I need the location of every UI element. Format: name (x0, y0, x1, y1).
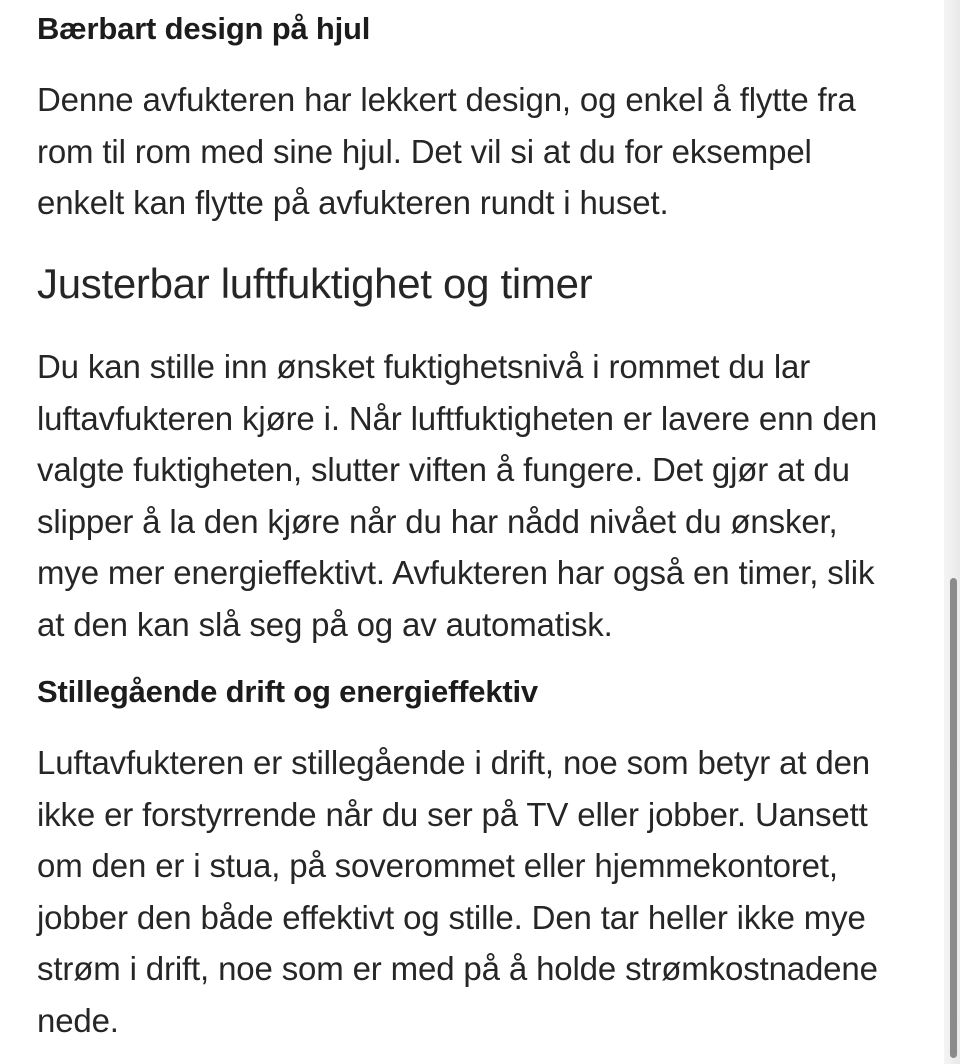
paragraph-line: Denne avfukteren har lekkert design, og enkel å flytte fra (37, 81, 856, 118)
paragraph-line: strøm i drift, noe som er med på å holde strømkostnadene (37, 950, 878, 987)
section-heading-quiet-operation: Stillegående drift og energieffektiv (37, 674, 538, 709)
paragraph-line: enkelt kan flytte på avfukteren rundt i huset. (37, 184, 669, 221)
scrollbar-thumb[interactable] (950, 578, 957, 1058)
paragraph-line: rom til rom med sine hjul. Det vil si at du for eksempel (37, 132, 812, 170)
paragraph-line: Du kan stille inn ønsket fuktighetsnivå i rommet du lar (37, 348, 811, 385)
section-paragraph-portable-design (37, 74, 856, 229)
paragraph-line: mye mer energieffektivt. Avfukteren har også en timer, slik (37, 554, 875, 591)
scrollbar-track[interactable] (944, 0, 960, 1064)
paragraph-line: valgte fuktigheten, slutter viften å fungere. Det gjør at du (37, 451, 850, 488)
paragraph-line: om den er i stua, på soverommet eller hjemmekontoret, (37, 847, 838, 884)
paragraph-line: luftavfukteren kjøre i. Når luftfuktigheten er lavere enn den (37, 399, 878, 437)
paragraph-line: at den kan slå seg på og av automatisk. (37, 605, 613, 643)
section-paragraph-quiet-operation (37, 737, 878, 1046)
paragraph-line: ikke er forstyrrende når du ser på TV eller jobber. Uansett (37, 795, 868, 833)
section-heading-portable-design: Bærbart design på hjul (37, 11, 371, 46)
paragraph-line: slipper å la den kjøre når du har nådd nivået du ønsker, (37, 502, 838, 540)
section-heading-humidity-timer: Justerbar luftfuktighet og timer (37, 260, 593, 307)
paragraph-line: Luftavfukteren er stillegående i drift, noe som betyr at den (37, 744, 870, 781)
paragraph-line: nede. (37, 1001, 119, 1039)
paragraph-line: jobber den både effektivt og stille. Den tar heller ikke mye (37, 898, 866, 936)
section-paragraph-humidity-timer (37, 341, 877, 650)
